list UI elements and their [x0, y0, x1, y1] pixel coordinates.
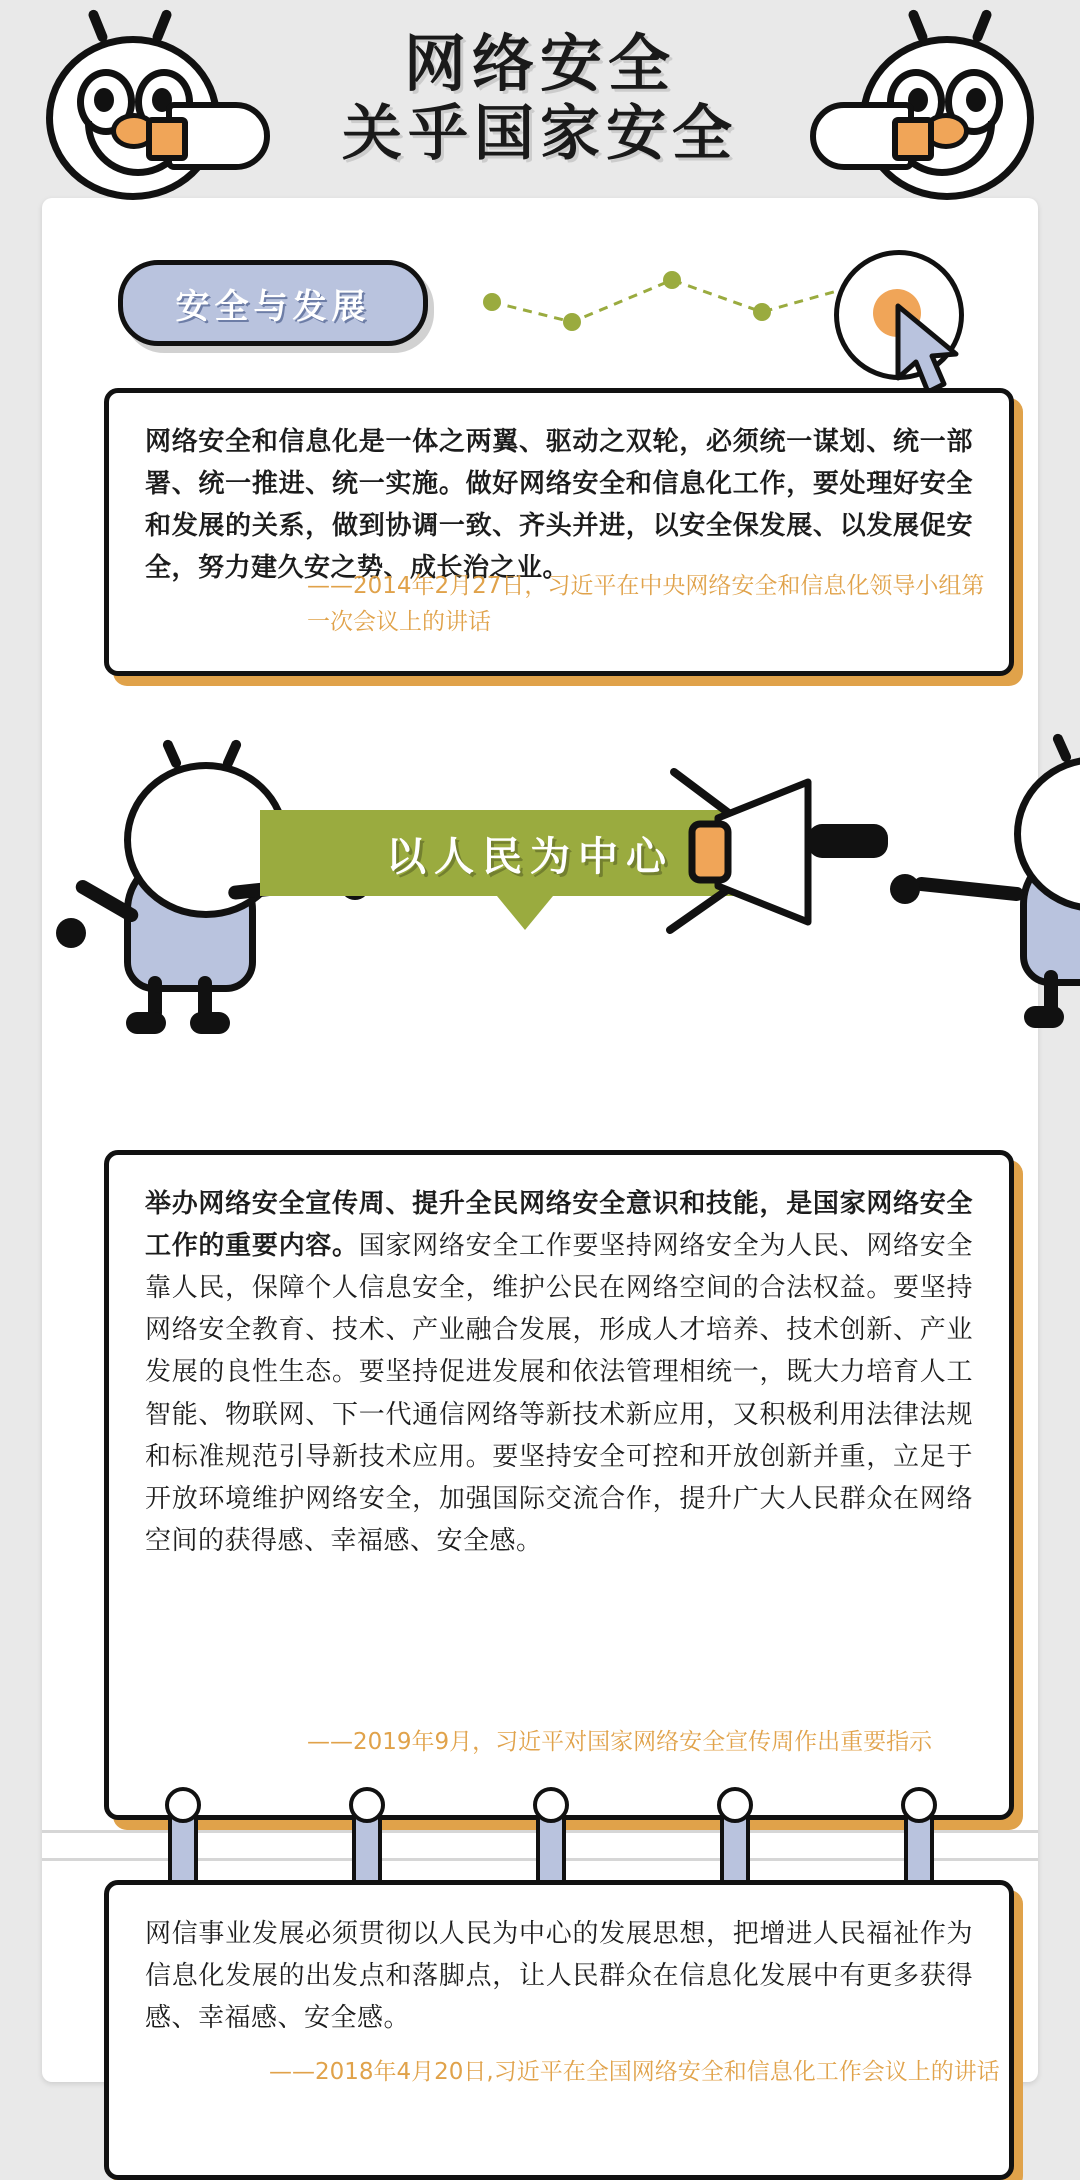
- antenna-icon: [151, 8, 173, 43]
- megaphone-icon: [810, 102, 914, 170]
- quote-card-2: [104, 1150, 1014, 1820]
- quote-source-2: ——2019年9月，习近平对国家网络安全宣传周作出重要指示: [307, 1729, 933, 1755]
- connector-peg: [352, 1790, 382, 1894]
- section-tag-label: 安全与发展: [175, 286, 371, 327]
- megaphone-icon: [166, 102, 270, 170]
- quote-text-1: 网络安全和信息化是一体之两翼、驱动之双轮，必须统一谋划、统一部署、统一推进、统一实施。做好网络安全和信息化工作，要处理好安全和发展的关系，做到协调一致、齐头并进，以安全保发展、以发展促安全，努力建久安之势、成长治之业。: [145, 427, 973, 584]
- antenna-icon: [971, 8, 993, 43]
- header: [0, 0, 1080, 230]
- quote-text-2-lead: 举办网络安全宣传周、提升全民网络安全意识和技能，是国家网络安全工作的重要内容。: [145, 1189, 973, 1262]
- connector-peg: [904, 1790, 934, 1894]
- title-line-2: 关乎国家安全: [342, 98, 738, 169]
- page-title: [342, 28, 738, 170]
- chart-point: [753, 303, 771, 321]
- connector-peg: [168, 1790, 198, 1894]
- megaphone-large-icon: [658, 762, 918, 952]
- quote-text-2-rest: 国家网络安全工作要坚持网络安全为人民、网络安全靠人民，保障个人信息安全，维护公民在网络空间的合法权益。要坚持网络安全教育、技术、产业融合发展，形成人才培养、技术创新、产业发展的良性生态。要坚持促进发展和依法管理相统一，既大力培育人工智能、物联网、下一代通信网络等新技术新应用，又积极利用法律法规和标准规范引导新技术应用。要坚持安全可控和开放创新并重，立足于开放环境维护网络安全，加强国际交流合作，提升广大人民群众在网络空间的获得感、幸福感、安全感。: [145, 1231, 973, 1556]
- connector-peg: [536, 1790, 566, 1894]
- section-tag-security-development: [118, 260, 428, 346]
- banner-people-centered: [42, 718, 1038, 1138]
- quote-card-1: [104, 388, 1014, 676]
- chart-point: [563, 313, 581, 331]
- quote-text-3: 网信事业发展必须贯彻以人民为中心的发展思想，把增进人民福祉作为信息化发展的出发点和落脚点，让人民群众在信息化发展中有更多获得感、幸福感、安全感。: [145, 1919, 973, 2034]
- antenna-icon: [161, 738, 182, 769]
- connector-peg: [720, 1790, 750, 1894]
- quote-card-3: [104, 1880, 1014, 2180]
- line-chart: [432, 244, 992, 364]
- content-card: [42, 198, 1038, 2085]
- chart-point: [663, 271, 681, 289]
- antenna-icon: [87, 8, 109, 43]
- quote-source-1: ——2014年2月27日，习近平在中央网络安全和信息化领导小组第一次会议上的讲话: [307, 573, 985, 635]
- quote-text-2: [145, 1183, 973, 1562]
- antenna-icon: [907, 8, 929, 43]
- mascot-megaphone-left: [46, 36, 220, 200]
- mascot-megaphone-right: [860, 36, 1034, 200]
- antenna-icon: [1051, 732, 1072, 763]
- banner-label: 以人民为中心: [386, 833, 674, 880]
- quote-source-3: ——2018年4月20日,习近平在全国网络安全和信息化工作会议上的讲话: [269, 2059, 1000, 2085]
- title-line-1: 网络安全: [403, 27, 676, 100]
- antenna-icon: [221, 738, 242, 769]
- banner-notch: [497, 896, 553, 930]
- chart-point: [483, 293, 501, 311]
